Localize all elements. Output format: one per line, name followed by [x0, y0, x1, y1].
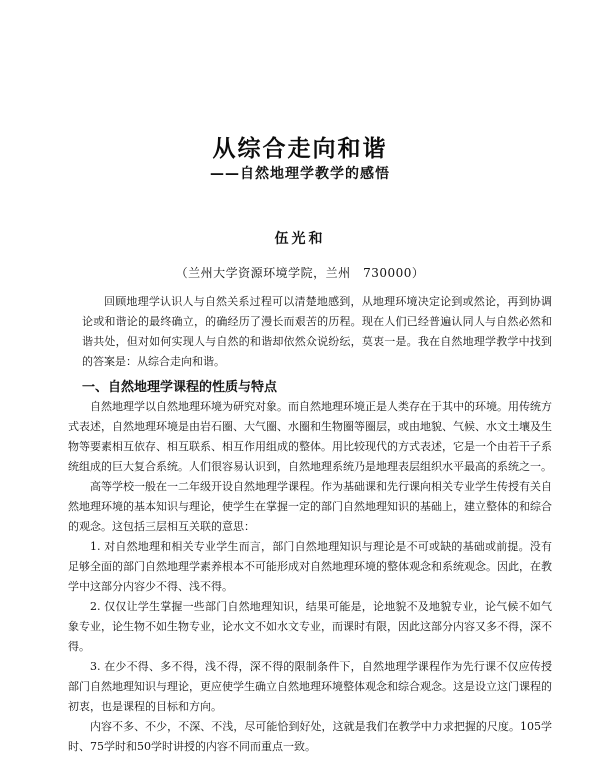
article-subtitle: ——自然地理学教学的感悟 — [210, 166, 390, 182]
body-paragraph: 2. 仅仅让学生掌握一些部门自然地理知识，结果可能是，论地貌不及地貌专业，论气候不如气象专业，论生物不如生物专业，论水文不如水文专业，而课时有限，因此这部分内容又多不得，深不得。 — [68, 600, 552, 653]
body-paragraph: 3. 在少不得、多不得，浅不得，深不得的限制条件下，自然地理学课程作为先行课不仅应传授部门自然地理知识与理论，更应使学生确立自然地理环境整体观念和综合观念。这是设立这门课程的初衷，也是课程的目标和方向。 — [68, 660, 552, 713]
body-paragraph: 1. 对自然地理和相关专业学生而言，部门自然地理知识与理论是不可或缺的基础或前提。没有足够全面的部门自然地理学素养根本不可能形成对自然地理环境的整体观念和系统观念。因此，在教学中这部分内容少不得、浅不得。 — [68, 540, 552, 593]
body-paragraph: 自然地理学以自然地理环境为研究对象。而自然地理环境正是人类存在于其中的环境。用传统方式表述，自然地理环境是由岩石圈、大气圈、水圈和生物圈等圈层，或由地貌、气候、水文土壤及生物等要素相互依存、相互联系、相互作用组成的整体。用比较现代的方式表述，它是一个由若干子系统组成的巨大复合系统。人们很容易认识到，自然地理系统乃是地理表层组织水平最高的系统之一。 — [68, 400, 552, 473]
section-heading-1: 一、自然地理学课程的性质与特点 — [82, 380, 278, 395]
abstract — [82, 292, 552, 372]
body-paragraph: 高等学校一般在一二年级开设自然地理学课程。作为基础课和先行课向相关专业学生传授有关自然地理环境的基本知识与理论，使学生在掌握一定的部门自然地理知识的基础上，建立整体的和综合的观念。这包括三层相互关联的意思： — [68, 480, 552, 533]
author-affiliation: （兰州大学资源环境学院，兰州 730000） — [175, 266, 425, 280]
body-paragraph: 内容不多、不少，不深、不浅，尽可能恰到好处，这就是我们在教学中力求把握的尺度。105学时、75学时和50学时讲授的内容不同而重点一致。 — [68, 720, 552, 753]
abstract-paragraph: 回顾地理学认识人与自然关系过程可以清楚地感到，从地理环境决定论到或然论，再到协调论或和谐论的最终确立，的确经历了漫长而艰苦的历程。现在人们已经普遍认同人与自然必然和谐共处，但对如何实现人与自然的和谐却依然众说纷纭，莫衷一是。我在自然地理学教学中找到的答案是：从综合走向和谐。 — [82, 295, 552, 368]
article-title: 从综合走向和谐 — [212, 136, 388, 162]
section-body-1 — [68, 397, 552, 757]
author-name: 伍光和 — [274, 231, 326, 247]
